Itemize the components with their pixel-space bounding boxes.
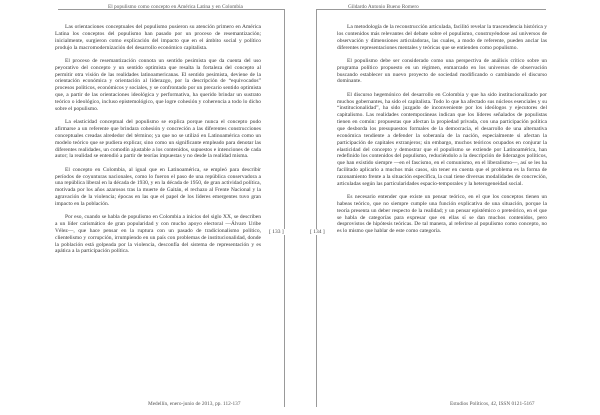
running-head: El populismo como concepto en América Latina y en Colombia xyxy=(108,4,243,10)
paragraph: El concepto en Colombia, al igual que en Latinoamérica, se empleó para describir períodos de coyunturas nacionales, como lo fueron el paso de una república conservadora a una república liberal en la década de 1930, y en la década de 1950, de gran actividad política, motivada por los años azarosos tras la muerte de Gaitán, el rechazo al Frente Nacional y la agravación de la violencia; épocas en las que el papel de los líderes emergentes tuvo gran impacto en la población. xyxy=(55,166,261,207)
header-rule xyxy=(58,9,284,10)
paragraph: El populismo debe ser considerado como una perspectiva de análisis crítico sobre un programa político propuesto en un régimen, enmarcado en los universos de observación buscando establecer un nuevo proyecto de sociedad modificando o cambiando el discurso dominante. xyxy=(337,57,547,85)
paragraph: El proceso de resemantización connota un sentido pesimista que da cuenta del uso peyorativo del concepto y un sentido optimista que resalta la fortaleza del concepto al permitir otra visión de las realidades latinoamericanas. El sentido pesimista, deviene de la orientación económica y orientación al liderazgo, por la descripción de “equivocados” procesos políticos, económicos y sociales, y se confrontado por un precario sentido optimista que, a partir de las orientaciones ideológica y performativa, ha querido brindar un sustrato teórico o ideológico, incluso epistemológico, que logre cohesión y coherencia a todo lo dicho sobre el populismo. xyxy=(55,57,261,112)
paragraph: La elasticidad conceptual del populismo se explica porque nunca el concepto pudo afirmarse a un referente que brindara cohesión y concreción a las diferentes construcciones conceptuales creadas alrededor del término; ya que no se utilizó en Latinoamérica como un modelo teórico que se pudiera explicar, sino como un significante empleado para denotar las diferentes realidades, un comodín ajustable a los contenidos, supuestos e intenciones de cada autor; la realidad se entendió a partir de teorías impuestas y no desde la realidad misma. xyxy=(55,119,261,160)
text-column xyxy=(55,24,261,262)
paragraph: Por eso, cuando se habla de populismo en Colombia a inicios del siglo XX, se describen a un líder carismático de gran popularidad y con mucho apoyo electoral —Álvaro Uribe Vélez—, que hace pensar en la ruptura con un pasado de tradicionalismo político, clientelismo y corrupción, irrumpiendo en un país con problemas de institucionalidad, donde la población está golpeada por la violencia, desconfía del sistema de representación y es apática a la participación política. xyxy=(55,214,261,255)
page-number: [ 133 ] xyxy=(269,229,284,235)
vertical-rule xyxy=(316,9,317,407)
page-number: [ 134 ] xyxy=(310,229,325,235)
right-page xyxy=(300,0,600,415)
paragraph: Es necesario entender que existe un pensar teórico, en el que los conceptos tienen un habeas teórico, que no siempre cumple una función explicativa de una situación, porque la teoría presenta un deber respecto de la realidad; y un pensar epistémico o preteórico, en el que se habla de categorías para expresar que en ellas sí se dan muchos contenidos, pero desprovistos de hipótesis teóricas. De tal manera, al referirse al populismo como concepto, no es lo mismo que hablar de este como categoría. xyxy=(337,194,547,235)
running-foot: Medellín, enero-junio de 2013, pp. 112-137 xyxy=(148,401,241,407)
vertical-rule xyxy=(284,9,285,407)
paragraph: Las orientaciones conceptuales del populismo pusieron su atención primero en América Latina los conceptos del populismo han pasado por un proceso de resemantización; inicialmente, surgieron como explicación del impacto que en el ámbito social y político produjo la macromodernización del desarrollo económico capitalista. xyxy=(55,24,261,51)
paragraph: La metodología de la reconstrucción articulada, facilitó revelar la trascendencia histórica y los contenidos más relevantes del debate sobre el populismo, construyéndose así universos de observación y dimensiones articuladoras, las cuales, a modo de referente, pueden anclar las diferentes representaciones mentales y teóricas que se entienden como populismo. xyxy=(337,24,547,51)
header-rule xyxy=(316,9,546,10)
text-column xyxy=(337,24,547,242)
running-head: Gildardo Antonio Bueno Romero xyxy=(348,4,419,10)
paragraph: El discurso hegemónico del desarrollo en Colombia y que ha sido institucionalizado por muchos gobernantes, ha sido el capitalista. Todo lo que ha afectado sus núcleos esenciales y su “institucionalidad”, ha sido juzgado de inconveniente por los ideólogos y ejecutores del capitalismo. Las realidades contemporáneas indican que los líderes señalados de populistas tienen en común: propuestas que afectan la propiedad privada, con una participación política que desborda los presupuestos formales de la democracia, el desarrollo de una alternativa económica tendiente a defender la soberanía de la nación, especialmente si afectan la participación de capitales extranjeros; sin embargo, muchos teóricos ocupados en conjurar la elasticidad del concepto y demostrar que el populismo se extiende por Latinoamérica, han redefinido los contenidos del populismo, reduciéndolo a la descripción de liderazgos políticos, que han existido siempre —en el fascismo, en el comunismo, en el liberalismo—, así se les ha facilitado aplicarlo a muchos más casos, sin tener en cuenta que el problema es la forma de razonamiento frente a la situación específica, la cual tiene diversas modalidades de concreción, articuladas según las particularidades espacio-temporales y la heterogeneidad social. xyxy=(337,91,547,187)
running-foot: Estudios Políticos, 42, ISSN 0121-5167 xyxy=(450,401,535,407)
